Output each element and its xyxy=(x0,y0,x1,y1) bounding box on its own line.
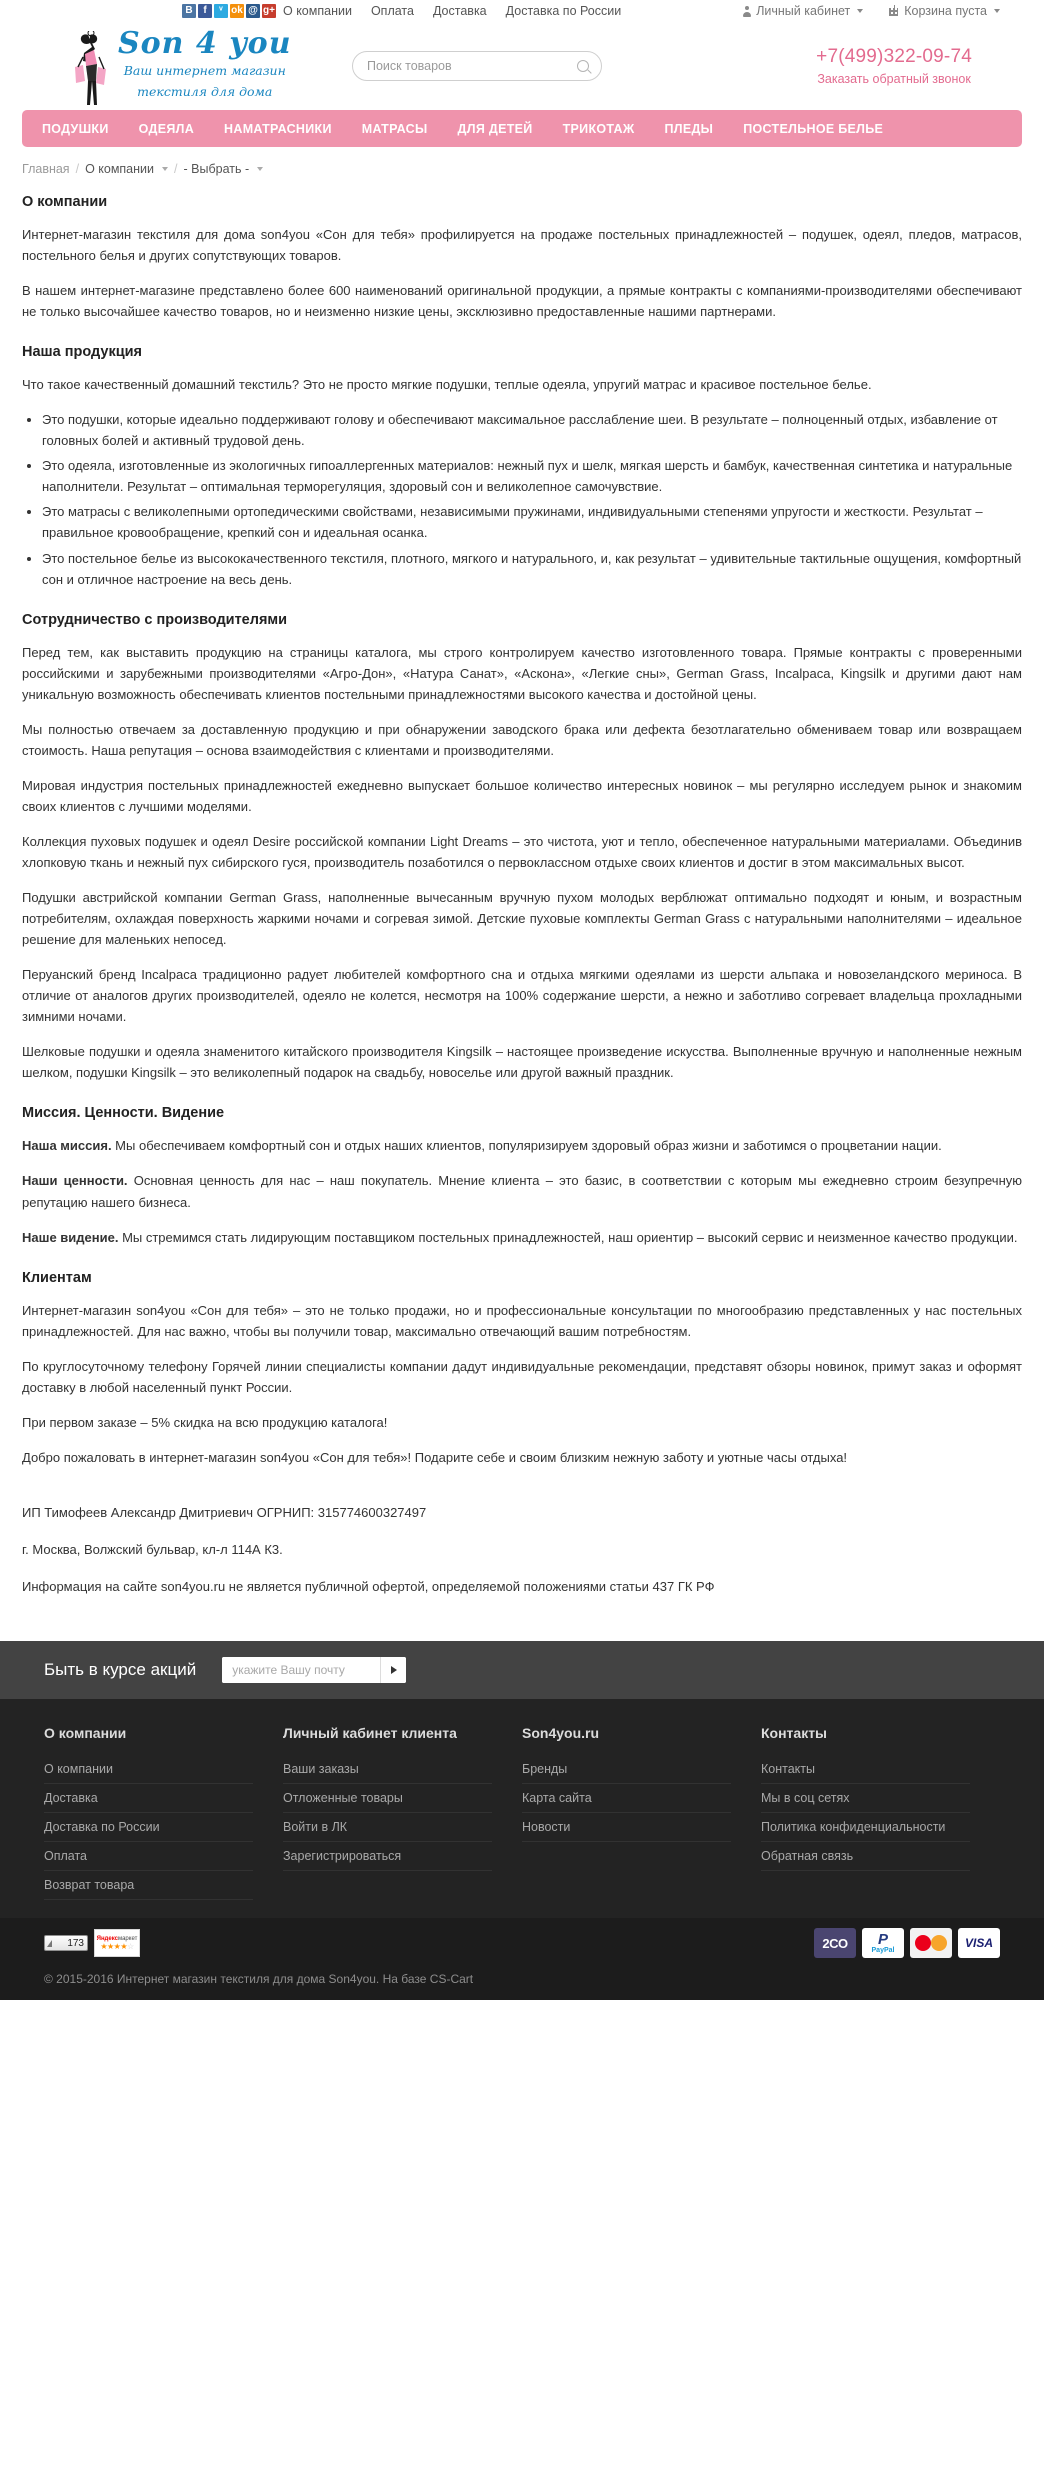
page-content xyxy=(0,176,1044,1641)
header-container xyxy=(22,22,1022,110)
nav-item-kids[interactable]: ДЛЯ ДЕТЕЙ xyxy=(457,121,533,136)
heading-cooperation: Сотрудничество с производителями xyxy=(22,611,288,628)
footer-link-about[interactable]: О компании xyxy=(44,1755,253,1784)
user-icon xyxy=(743,6,751,17)
vk-icon[interactable]: B xyxy=(182,4,196,18)
legal-address: г. Москва, Волжский бульвар, кл-л 114А К3. xyxy=(22,1541,283,1557)
paragraph-brand-incalpaca: Перуанский бренд Incalpaca традиционно радует любителей комфортного сна и отдыха мягкими одеялами из шерсти альпака и новозеландского мериноса. В отличие от аналогов других производителей, одеяло не колется, несмотря на 100% содержание шерсти, а нежно и заботливо согревает владельца прохладными зимними ночами. xyxy=(22,967,1022,1025)
topbar-link-about[interactable]: О компании xyxy=(283,4,352,18)
paragraph-clients-2: По круглосуточному телефону Горячей линии специалисты компании дадут индивидуальные рекомендации, представят обзоры новинок, примут заказ и оформят доставку в любой населенный пункт России. xyxy=(22,1358,1022,1395)
search-input[interactable] xyxy=(365,58,577,74)
footer-link-register[interactable]: Зарегистрироваться xyxy=(283,1842,492,1871)
paragraph-brand-kingsilk: Шелковые подушки и одеяла знаменитого китайского производителя Kingsilk – настоящее произведение искусства. Выполненные вручную и наполненные нежным шелком, подушки Kingsilk – это великолепный подарок на свадьбу, новоселье или другой важный праздник. xyxy=(22,1044,1022,1081)
list-item: • Это одеяла, изготовленные из экологичных гипоаллергенных материалов: нежный пух и шелк, мягкая шерсть и бамбук, качественная синтетика и натуральные наполнители. Результат – оптимальная терморегуляция, здоровый сон и великолепное самочувствие. xyxy=(42,455,1022,497)
footer-container xyxy=(22,1725,1022,1900)
logo-text xyxy=(118,25,292,101)
newsletter-email-input[interactable] xyxy=(222,1657,380,1683)
footer-link-orders[interactable]: Ваши заказы xyxy=(283,1755,492,1784)
nav-item-blankets[interactable]: ОДЕЯЛА xyxy=(138,121,195,136)
payment-methods xyxy=(814,1928,1000,1958)
paragraph-intro-1: Интернет-магазин текстиля для дома son4you «Сон для тебя» профилируется на продаже постельных принадлежностей – подушек, одеял, пледов, матрасов, постельного белья и других сопутствующих товаров. xyxy=(22,227,1022,264)
breadcrumb-section[interactable]: О компании xyxy=(85,162,155,176)
vision-text: Мы стремимся стать лидирующим поставщиком постельных принадлежностей, наш ориентир – высокий сервис и неизменное качество продукции. xyxy=(118,1229,1018,1245)
footer-link-contacts[interactable]: Контакты xyxy=(761,1755,970,1784)
paragraph-discount: При первом заказе – 5% скидка на всю продукцию каталога! xyxy=(22,1414,388,1430)
logo-title: Son 4 you xyxy=(118,26,292,61)
topbar-link-payment[interactable]: Оплата xyxy=(370,4,414,18)
chevron-down-icon[interactable] xyxy=(257,167,263,171)
market-word: маркет xyxy=(117,1935,138,1942)
mission-label: Наша миссия. xyxy=(22,1138,112,1154)
header xyxy=(44,22,1000,110)
stars-empty: ☆ xyxy=(127,1941,134,1951)
footer-heading-site: Son4you.ru xyxy=(522,1725,600,1742)
bottom-bar xyxy=(0,1918,1044,2000)
paragraph-welcome: Добро пожаловать в интернет-магазин son4you «Сон для тебя»! Подарите себе и своим близким нежную заботу и уютные часы отдыха! xyxy=(22,1449,848,1465)
nav-item-bed-linen[interactable]: ПОСТЕЛЬНОЕ БЕЛЬЕ xyxy=(743,121,884,136)
footer-link-login[interactable]: Войти в ЛК xyxy=(283,1813,492,1842)
cart-icon xyxy=(889,6,899,16)
products-bullet-list xyxy=(22,409,1022,589)
paragraph-vision xyxy=(22,1227,1022,1248)
cart-label: Корзина пуста xyxy=(904,4,987,18)
payment-paypal-icon xyxy=(862,1928,904,1958)
paragraph-brand-germangrass: Подушки австрийской компании German Grass, наполненные вычесанным вручную пухом молодых верблюжат оптимально подходят и юным, и возрастным потребителям, охлаждая поверхность жаркими ночами и согревая зимой. Детские пуховые комплекты German Grass с натуральными наполнителями – идеальное решение для маленьких непосед. xyxy=(22,890,1022,948)
footer-heading-about: О компании xyxy=(44,1725,127,1742)
account-menu[interactable] xyxy=(743,4,863,18)
nav-item-mattresses[interactable]: МАТРАСЫ xyxy=(361,121,428,136)
search-icon[interactable] xyxy=(577,60,589,72)
topbar-link-delivery-russia[interactable]: Доставка по России xyxy=(505,4,622,18)
main-navigation xyxy=(22,110,1022,147)
heading-mission: Миссия. Ценности. Видение xyxy=(22,1105,225,1122)
legal-offer-notice: Информация на сайте son4you.ru не является публичной офертой, определяемой положениями статьи 437 ГК РФ xyxy=(22,1578,715,1594)
odnoklassniki-icon[interactable]: ok xyxy=(231,5,243,16)
nav-item-pillows[interactable]: ПОДУШКИ xyxy=(42,121,109,136)
paragraph-values xyxy=(22,1170,1022,1212)
chevron-down-icon xyxy=(857,9,863,13)
vision-label: Наше видение. xyxy=(22,1229,119,1245)
mission-text: Мы обеспечиваем комфортный сон и отдых наших клиентов, популяризируем здоровый образ жизни и заботимся о процветании нации. xyxy=(111,1138,942,1154)
footer-link-feedback[interactable]: Обратная связь xyxy=(761,1842,970,1871)
footer-link-sitemap[interactable]: Карта сайта xyxy=(522,1784,731,1813)
paypal-mark: P xyxy=(877,1931,888,1949)
page-title: О компании xyxy=(22,194,108,210)
phone-number[interactable]: +7(499)322-09-74 xyxy=(816,46,972,67)
topbar-right xyxy=(743,4,1000,18)
stars-filled: ★★★★ xyxy=(100,1941,127,1951)
copyright-text: © 2015-2016 Интернет магазин текстиля для дома Son4you. На базе CS-Cart xyxy=(44,1972,474,1987)
paragraph-brand-lightdreams: Коллекция пуховых подушек и одеял Desire российской компании Light Dreams – это чистота, уют и тепло, обеспеченное натуральными материалами. Объединив хлопковую ткань и нежный пух сибирского гуся, производитель позаботился о первоклассном отдыхе своих клиентов и достиг в этом максимальных высот. xyxy=(22,833,1022,870)
visitor-counter-badge[interactable]: 173 xyxy=(44,1935,88,1951)
mailru-icon[interactable]: @ xyxy=(246,4,260,18)
payment-mastercard-icon xyxy=(910,1928,952,1958)
paragraph-products-intro: Что такое качественный домашний текстиль? Это не просто мягкие подушки, теплые одеяла, упругий матрас и красивое постельное белье. xyxy=(22,377,872,393)
footer-heading-account: Личный кабинет клиента xyxy=(283,1725,457,1742)
footer-link-delivery-russia[interactable]: Доставка по России xyxy=(44,1813,253,1842)
payment-2checkout-icon: 2CO xyxy=(814,1928,856,1958)
footer-link-payment[interactable]: Оплата xyxy=(44,1842,253,1871)
newsletter-container xyxy=(22,1657,1022,1683)
yandex-brand: Яндекс xyxy=(96,1935,118,1942)
breadcrumb xyxy=(0,147,1044,176)
topbar-container xyxy=(22,0,1022,22)
payment-visa-icon: VISA xyxy=(958,1928,1000,1958)
footer-column-about xyxy=(44,1725,283,1900)
footer-column-account xyxy=(283,1725,522,1900)
footer-link-social[interactable]: Мы в соц сетях xyxy=(761,1784,970,1813)
footer-columns xyxy=(44,1725,1000,1900)
social-links xyxy=(182,4,276,18)
paragraph-cooperation-3: Мировая индустрия постельных принадлежностей ежедневно выпускает большое количество интересных новинок – мы регулярно исследуем рынок и знакомим своих клиентов с лучшими моделями. xyxy=(22,777,1022,814)
values-label: Наши ценности. xyxy=(22,1173,128,1189)
rating-stars xyxy=(100,1943,133,1951)
yandex-market-badge[interactable] xyxy=(94,1929,140,1957)
footer-link-wishlist[interactable]: Отложенные товары xyxy=(283,1784,492,1813)
newsletter-submit-button[interactable] xyxy=(380,1657,406,1683)
chevron-down-icon xyxy=(994,9,1000,13)
mastercard-circle-orange xyxy=(931,1935,947,1951)
list-item: • Это матрасы с великолепными ортопедическими свойствами, независимыми пружинами, индивидуальными степенями упругости и жесткости. Результат – правильное кровообращение, крепкий сон и идеальная осанка. xyxy=(42,501,1022,543)
paragraph-mission xyxy=(22,1135,1022,1156)
callback-link[interactable]: Заказать обратный звонок xyxy=(817,72,971,86)
mainnav-container xyxy=(0,110,1044,147)
newsletter-form xyxy=(222,1657,406,1683)
search-box[interactable] xyxy=(352,51,602,81)
cart-menu[interactable] xyxy=(889,4,1000,18)
lady-illustration-icon xyxy=(70,31,114,107)
topbar-link-delivery[interactable]: Доставка xyxy=(432,4,487,18)
logo[interactable] xyxy=(44,25,344,107)
footer-column-site xyxy=(522,1725,761,1900)
logo-tagline-1: Ваш интернет магазин xyxy=(123,63,286,78)
values-text: Основная ценность для нас – наш покупатель. Мнение клиента – это базис, в соответствии с которым мы ежедневно строим безупречную репутацию нашего бизнеса. xyxy=(22,1173,1023,1210)
footer-link-returns[interactable]: Возврат товара xyxy=(44,1871,253,1900)
topbar-nav xyxy=(283,4,621,18)
breadcrumb-separator: / xyxy=(174,162,178,176)
breadcrumb-separator: / xyxy=(75,162,80,176)
topbar xyxy=(44,0,1000,22)
footer-link-delivery[interactable]: Доставка xyxy=(44,1784,253,1813)
mastercard-circle-red xyxy=(915,1935,931,1951)
legal-info xyxy=(22,1502,1022,1597)
twitter-icon[interactable]: ᵛ xyxy=(214,4,228,18)
nav-item-plaids[interactable]: ПЛЕДЫ xyxy=(664,121,714,136)
heading-products: Наша продукция xyxy=(22,344,142,361)
googleplus-icon[interactable]: g+ xyxy=(263,5,275,16)
account-label: Личный кабинет xyxy=(756,4,851,18)
list-item: • Это подушки, которые идеально поддерживают голову и обеспечивают максимальное расслабление шеи. В результате – полноценный отдых, избавление от головных болей и активный трудовой день. xyxy=(42,409,1022,451)
breadcrumb-home[interactable]: Главная xyxy=(22,162,70,176)
footer xyxy=(0,1699,1044,1918)
footer-link-news[interactable]: Новости xyxy=(522,1813,731,1842)
footer-heading-contacts: Контакты xyxy=(761,1725,828,1742)
badges-row xyxy=(44,1918,1000,1964)
footer-link-brands[interactable]: Бренды xyxy=(522,1755,731,1784)
logo-tagline-2: текстиля для дома xyxy=(137,84,273,100)
paragraph-clients-1: Интернет-магазин son4you «Сон для тебя» – это не только продажи, но и профессиональные консультации по многообразию представленных у нас постельных принадлежностей. Для нас важно, чтобы вы получили товар, максимально отвечающий вашим потребностям. xyxy=(22,1302,1022,1339)
nav-item-knitwear[interactable]: ТРИКОТАЖ xyxy=(562,121,635,136)
breadcrumb-select[interactable]: - Выбрать - xyxy=(183,162,250,176)
paragraph-intro-2: В нашем интернет-магазине представлено более 600 наименований оригинальной продукции, а прямые контракты с компаниями-производителями обеспечивают не только высочайшее качество товаров, но и неизменно низкие цены, эксклюзивно предоставленные нашими партнерами. xyxy=(22,283,1022,320)
header-contact xyxy=(816,46,1000,86)
footer-column-contacts xyxy=(761,1725,1000,1900)
nav-item-mattress-pads[interactable]: НАМАТРАСНИКИ xyxy=(224,121,332,136)
paragraph-cooperation-1: Перед тем, как выставить продукцию на страницы каталога, мы строго контролируем качество изготовленного товара. Прямые контракты с проверенными российскими и зарубежными производителями «Агро-Дон», «Натура Санат», «Аскона», «Легкие сны», German Grass, Incalpaca, Kingsilk и другими дают нам уникальную возможность обеспечивать клиентов постельными принадлежностями высокого качества и достойной цены. xyxy=(22,644,1022,702)
paragraph-cooperation-2: Мы полностью отвечаем за доставленную продукцию и при обнаружении заводского брака или дефекта безотлагательно обмениваем товар или возвращаем стоимость. Наша репутация – основа взаимодействия с клиентами и производителями. xyxy=(22,721,1022,758)
newsletter-title: Быть в курсе акций xyxy=(44,1660,197,1680)
bottom-bar-container xyxy=(22,1918,1022,2000)
footer-link-privacy[interactable]: Политика конфиденциальности xyxy=(761,1813,970,1842)
arrow-right-icon xyxy=(391,1666,397,1674)
list-item: • Это постельное белье из высококачественного текстиля, плотного, мягкого и натурального, и, как результат – удивительные тактильные ощущения, комфортный сон и отличное настроение на весь день. xyxy=(42,548,1022,590)
facebook-icon[interactable]: f xyxy=(198,4,212,18)
newsletter-bar xyxy=(0,1641,1044,1699)
legal-entity: ИП Тимофеев Александр Дмитриевич ОГРНИП: 315774600327497 xyxy=(22,1504,427,1520)
paypal-label: PayPal xyxy=(871,1947,895,1955)
chevron-down-icon[interactable] xyxy=(162,167,168,171)
heading-clients: Клиентам xyxy=(22,1269,92,1286)
